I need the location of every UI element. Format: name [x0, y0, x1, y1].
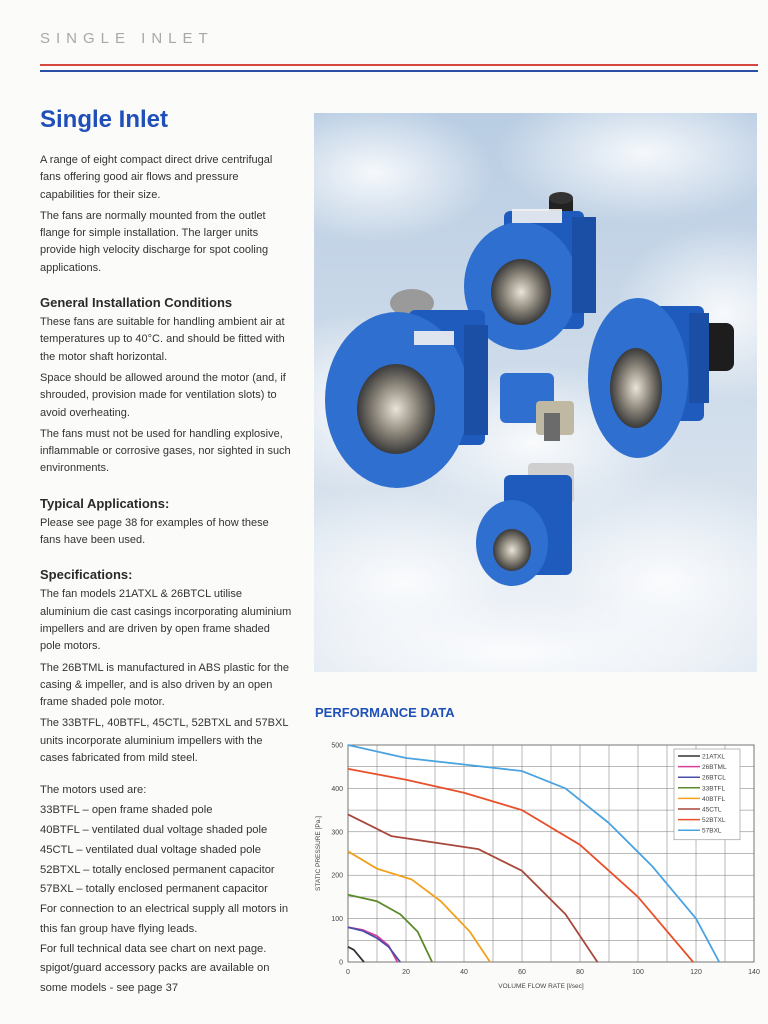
text-column: [40, 106, 292, 999]
legend-label: 40BTFL: [702, 795, 726, 803]
x-tick-label: 40: [460, 969, 468, 976]
general-paragraph: The fans must not be used for handling explosive, inflammable or corrosive gases, nor sighted in such environments.: [40, 427, 291, 475]
specs-paragraph: The 26BTML is manufactured in ABS plastic for the casing & impeller, and is also driven by an open frame shaded pole motor.: [40, 661, 290, 709]
legend-label: 45CTL: [702, 806, 722, 814]
motor-line: 40BTFL – ventilated dual voltage shaded pole: [40, 823, 268, 836]
motor-line: 45CTL – ventilated dual voltage shaded pole: [40, 843, 262, 856]
y-axis-label: STATIC PRESSURE [Pa.]: [315, 816, 322, 891]
y-tick-label: 400: [331, 785, 343, 793]
y-tick-label: 0: [339, 959, 343, 967]
motor-line: 52BTXL – totally enclosed permanent capacitor: [40, 863, 275, 876]
general-heading: General Installation Conditions: [40, 295, 233, 311]
x-tick-label: 80: [576, 969, 584, 976]
x-tick-label: 20: [402, 969, 410, 976]
x-tick-label: 100: [632, 969, 644, 976]
legend-label: 52BTXL: [702, 817, 726, 825]
legend-label: 33BTFL: [702, 785, 726, 793]
header-rule-red: [40, 64, 758, 66]
header-rule-blue: [40, 70, 758, 72]
x-tick-label: 120: [690, 969, 702, 976]
general-paragraph: Space should be allowed around the motor (and, if shrouded, provision made for ventilation slots) to avoid overheating.: [40, 371, 286, 419]
performance-title: PERFORMANCE DATA: [315, 705, 455, 720]
legend-label: 57BXL: [702, 827, 722, 835]
legend-box: [674, 749, 740, 840]
general-paragraph: These fans are suitable for handling ambient air at temperatures up to 40°C. and should be fitted with the motor shaft horizontal.: [40, 316, 285, 363]
motor-line: spigot/guard accessory packs are available on some models - see page 37: [40, 962, 270, 995]
specs-heading: Specifications:: [40, 567, 133, 583]
y-tick-label: 300: [331, 829, 343, 837]
specs-paragraph: The fan models 21ATXL & 26BTCL utilise aluminium die cast casings incorporating aluminium impellers and are driven by open frame shaded pole motors.: [40, 588, 292, 653]
motor-list: [40, 781, 292, 999]
legend-label: 26BTML: [702, 764, 727, 772]
applications-section: [40, 496, 292, 550]
y-tick-label: 200: [331, 872, 343, 880]
x-tick-label: 0: [346, 969, 350, 976]
performance-chart-svg: [310, 736, 765, 998]
y-tick-label: 100: [331, 916, 343, 924]
page-title: Single Inlet: [40, 106, 169, 133]
intro-paragraph: A range of eight compact direct drive centrifugal fans offering good air flows and pressure capabilities for their size.: [40, 154, 273, 201]
legend-label: 26BTCL: [702, 774, 726, 782]
x-tick-label: 60: [518, 969, 526, 976]
x-tick-label: 140: [748, 969, 760, 976]
motor-line: 57BXL – totally enclosed permanent capacitor: [40, 883, 268, 896]
motor-line: 33BTFL – open frame shaded pole: [40, 804, 213, 817]
specs-section: [40, 567, 292, 767]
applications-paragraph: Please see page 38 for examples of how these fans have been used.: [40, 516, 269, 547]
product-photo: [314, 113, 757, 672]
y-tick-label: 500: [331, 742, 343, 750]
performance-chart: [310, 736, 765, 998]
legend-label: 21ATXL: [702, 753, 726, 761]
motor-line: For connection to an electrical supply all motors in this fan group have flying leads.: [40, 903, 289, 935]
specs-paragraph: The 33BTFL, 40BTFL, 45CTL, 52BTXL and 57BXL units incorporate aluminium impellers with the cases fabricated from mild steel.: [40, 717, 289, 765]
x-axis-label: VOLUME FLOW RATE [l/sec]: [498, 983, 584, 990]
applications-heading: Typical Applications:: [40, 495, 170, 511]
motor-line: For full technical data see chart on next page.: [40, 942, 267, 955]
general-section: [40, 295, 292, 478]
running-head: SINGLE INLET: [40, 30, 214, 47]
intro-paragraph: The fans are normally mounted from the outlet flange for simple installation. The larger units provide high velocity discharge for spot cooling applications.: [40, 209, 269, 274]
motor-line: The motors used are:: [40, 784, 147, 797]
